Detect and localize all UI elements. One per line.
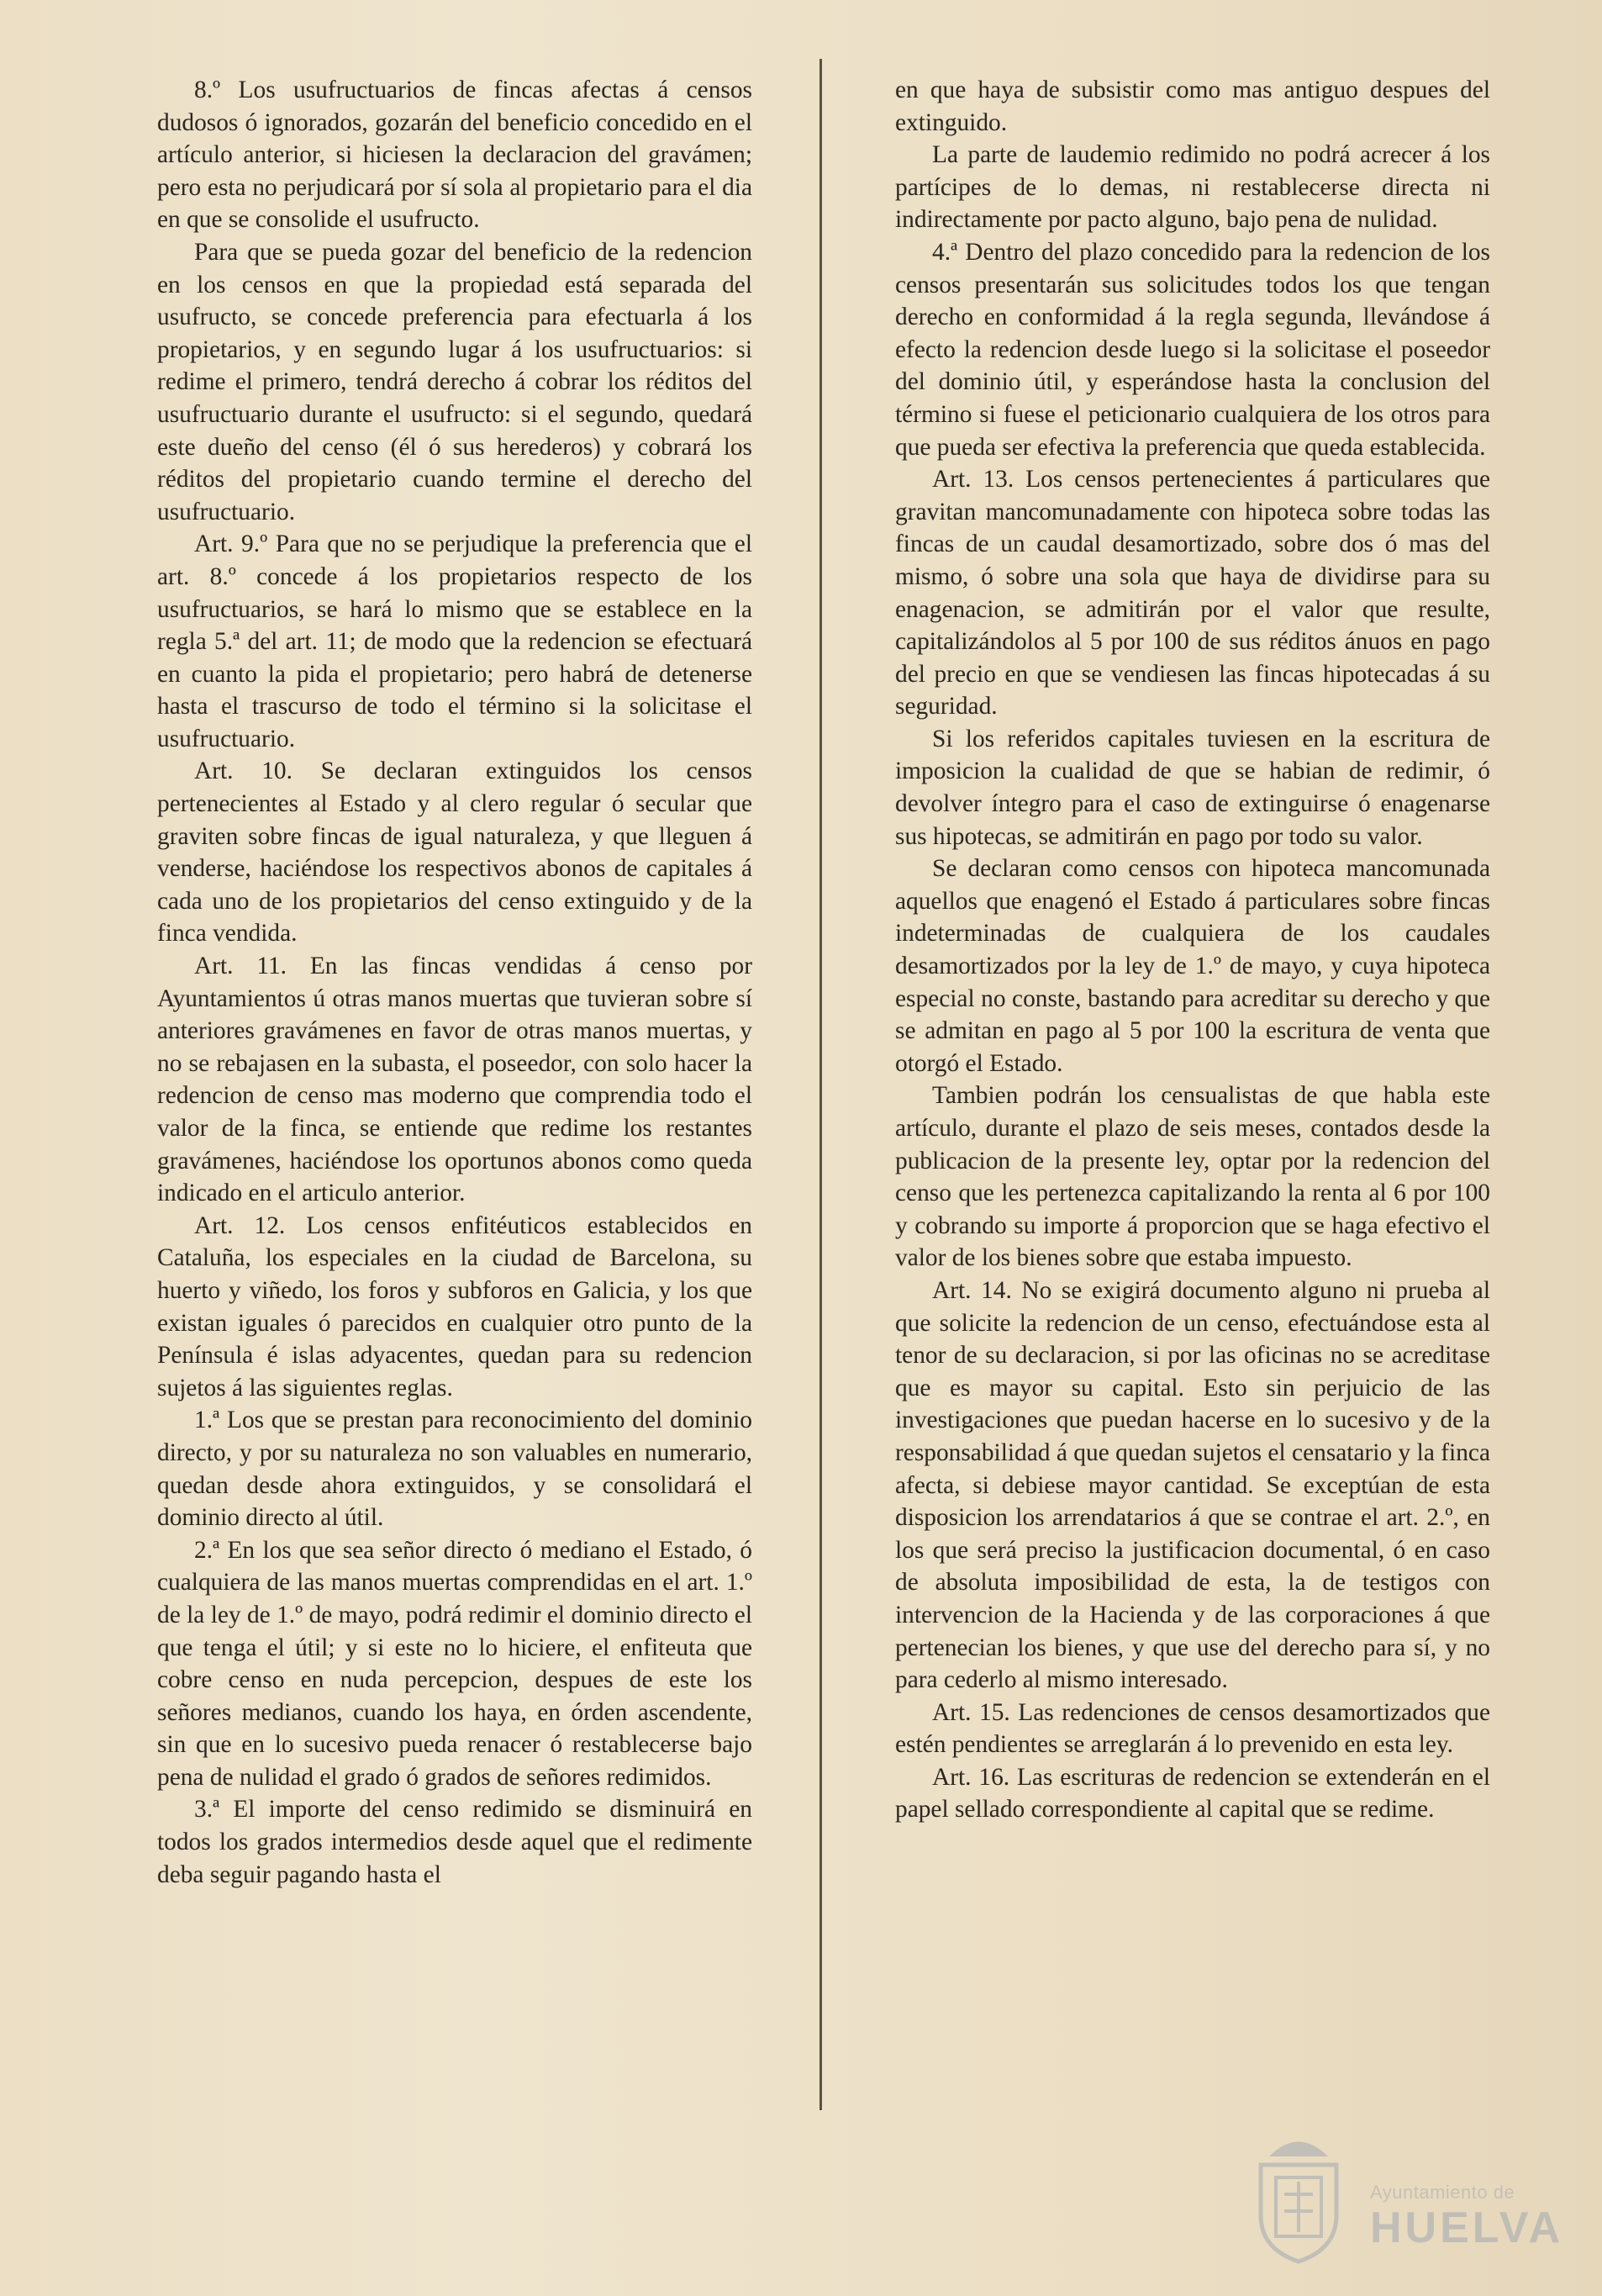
- right-column: [895, 74, 1490, 1826]
- crest-icon: [1244, 2131, 1353, 2266]
- paragraph: Art. 16. Las escrituras de redencion se extenderán en el papel sellado correspondiente al capital que se redime.: [895, 1763, 1490, 1824]
- archive-watermark: [1244, 2123, 1564, 2266]
- watermark-line-2: HUELVA: [1370, 2204, 1564, 2252]
- paragraph: Tambien podrán los censualistas de que habla este artículo, durante el plazo de seis meses, contados desde la publicacion de la presente ley, optar por la redencion del censo que les pertenezca capitalizando la renta al 6 por 100 y cobrando su importe á proporcion que se haga efectivo el valor de los bienes sobre que estaba impuesto.: [895, 1082, 1490, 1272]
- paragraph: Art. 13. Los censos pertenecientes á particulares que gravitan mancomunadamente con hipoteca sobre todas las fincas de un caudal desamortizado, sobre dos ó mas del mismo, ó sobre una sola que haya de dividirse para su enagenacion, se admitirán por el valor que resulte, capitalizándolos al 5 por 100 de sus réditos ánuos en pago del precio en que se vendiesen las fincas hipotecadas á su seguridad.: [895, 466, 1490, 720]
- paragraph: 1.ª Los que se prestan para reconocimiento del dominio directo, y por su naturaleza no son valuables en numerario, quedan desde ahora extinguidos, y se consolidará el dominio directo al útil.: [157, 1407, 752, 1532]
- paragraph: Art. 9.º Para que no se perjudique la preferencia que el art. 8.º concede á los propietarios respecto de los usufructuarios, se hará lo mismo que se establece en la regla 5.ª del art. 11; de modo que la redencion se efectuará en cuanto la pida el propietario; pero habrá de detenerse hasta el trascurso de todo el término si la solicitase el usufructuario.: [157, 530, 752, 752]
- paragraph: 4.ª Dentro del plazo concedido para la redencion de los censos presentarán sus solicitudes todos los que tengan derecho en conformidad á la regla segunda, llevándose á efecto la redencion desde luego si la solicitase el poseedor del dominio útil, y esperándose hasta la conclusion del término si fuese el peticionario cualquiera de los otros para que pueda ser efectiva la preferencia que queda establecida.: [895, 238, 1490, 461]
- watermark-line-1: Ayuntamiento de: [1370, 2182, 1515, 2203]
- paragraph: Si los referidos capitales tuviesen en la escritura de imposicion la cualidad de que se habian de redimir, ó devolver íntegro para el caso de extinguirse ó enagenarse sus hipotecas, se admitirán en pago por todo su valor.: [895, 725, 1490, 850]
- paragraph: La parte de laudemio redimido no podrá acrecer á los partícipes de lo demas, ni restablecerse directa ni indirectamente por pacto alguno, bajo pena de nulidad.: [895, 141, 1490, 234]
- left-column: [157, 74, 752, 1891]
- paragraph: en que haya de subsistir como mas antiguo despues del extinguido.: [895, 77, 1490, 136]
- paragraph: Art. 14. No se exigirá documento alguno ni prueba al que solicite la redencion de un censo, efectuándose esta al tenor de su declaracion, si por las oficinas no se acreditase que es mayor su capital. Esto sin perjuicio de las investigaciones que puedan hacerse en lo sucesivo y de la responsabilidad á que quedan sujetos el censatario y la finca afecta, si debiese mayor cantidad. Se exceptúan de esta disposicion los arrendatarios á que se contrae el art. 2.º, en los que será preciso la justificacion documental, ó en caso de absoluta imposibilidad de esta, la de testigos con intervencion de la Hacienda y de las corporaciones á que pertenecian los bienes, y que use del derecho para sí, y no para cederlo al mismo interesado.: [895, 1276, 1490, 1694]
- paragraph: Art. 15. Las redenciones de censos desamortizados que estén pendientes se arreglarán á lo prevenido en esta ley.: [895, 1698, 1490, 1759]
- column-divider: [819, 59, 822, 2110]
- paragraph: 8.º Los usufructuarios de fincas afectas á censos dudosos ó ignorados, gozarán del beneficio concedido en el artículo anterior, si hiciesen la declaracion del gravámen; pero esta no perjudicará por sí sola al propietario para el dia en que se consolide el usufructo.: [157, 77, 752, 234]
- paragraph: Art. 12. Los censos enfitéuticos establecidos en Cataluña, los especiales en la ciudad de Barcelona, su huerto y viñedo, los foros y subforos en Galicia, y los que existan iguales ó parecidos en cualquier otro punto de la Península é islas adyacentes, quedan para su redencion sujetos á las siguientes reglas.: [157, 1211, 752, 1401]
- paragraph: Art. 10. Se declaran extinguidos los censos pertenecientes al Estado y al clero regular ó secular que graviten sobre fincas de igual naturaleza, y que lleguen á venderse, haciéndose los respectivos abonos de capitales á cada uno de los propietarios del censo extinguido y de la finca vendida.: [157, 757, 752, 947]
- paragraph: Para que se pueda gozar del beneficio de la redencion en los censos en que la propiedad está separada del usufructo, se concede preferencia para efectuarla á los propietarios, y en segundo lugar á los usufructuarios: si redime el primero, tendrá derecho á cobrar los réditos del usufructuario durante el usufructo: si el segundo, quedará este dueño del censo (él ó sus herederos) y cobrará los réditos del propietario cuando termine el derecho del usufructuario.: [157, 238, 752, 525]
- paragraph: 2.ª En los que sea señor directo ó mediano el Estado, ó cualquiera de las manos muertas comprendidas en el art. 1.º de la ley de 1.º de mayo, podrá redimir el dominio directo el que tenga el útil; y si este no lo hiciere, el enfiteuta que cobre censo en nuda percepcion, despues de este los señores medianos, cuando los haya, en órden ascendente, sin que en lo sucesivo pueda renacer ó restablecerse bajo pena de nulidad el grado ó grados de señores redimidos.: [157, 1536, 752, 1791]
- paragraph: Art. 11. En las fincas vendidas á censo por Ayuntamientos ú otras manos muertas que tuvieran sobre sí anteriores gravámenes en favor de otras manos muertas, y no se rebajasen en la subasta, el poseedor, con solo hacer la redencion de censo mas moderno que comprendia todo el valor de la finca, se entiende que redime los restantes gravámenes, haciéndose los oportunos abonos como queda indicado en el articulo anterior.: [157, 953, 752, 1207]
- paragraph: 3.ª El importe del censo redimido se disminuirá en todos los grados intermedios desde aquel que el redimente deba seguir pagando hasta el: [157, 1796, 752, 1888]
- paragraph: Se declaran como censos con hipoteca mancomunada aquellos que enagenó el Estado á particulares sobre fincas indeterminadas de cualquiera de los caudales desamortizados por la ley de 1.º de mayo, y cuya hipoteca especial no conste, bastando para acreditar su derecho y que se admitan en pago al 5 por 100 la escritura de venta que otorgó el Estado.: [895, 855, 1490, 1077]
